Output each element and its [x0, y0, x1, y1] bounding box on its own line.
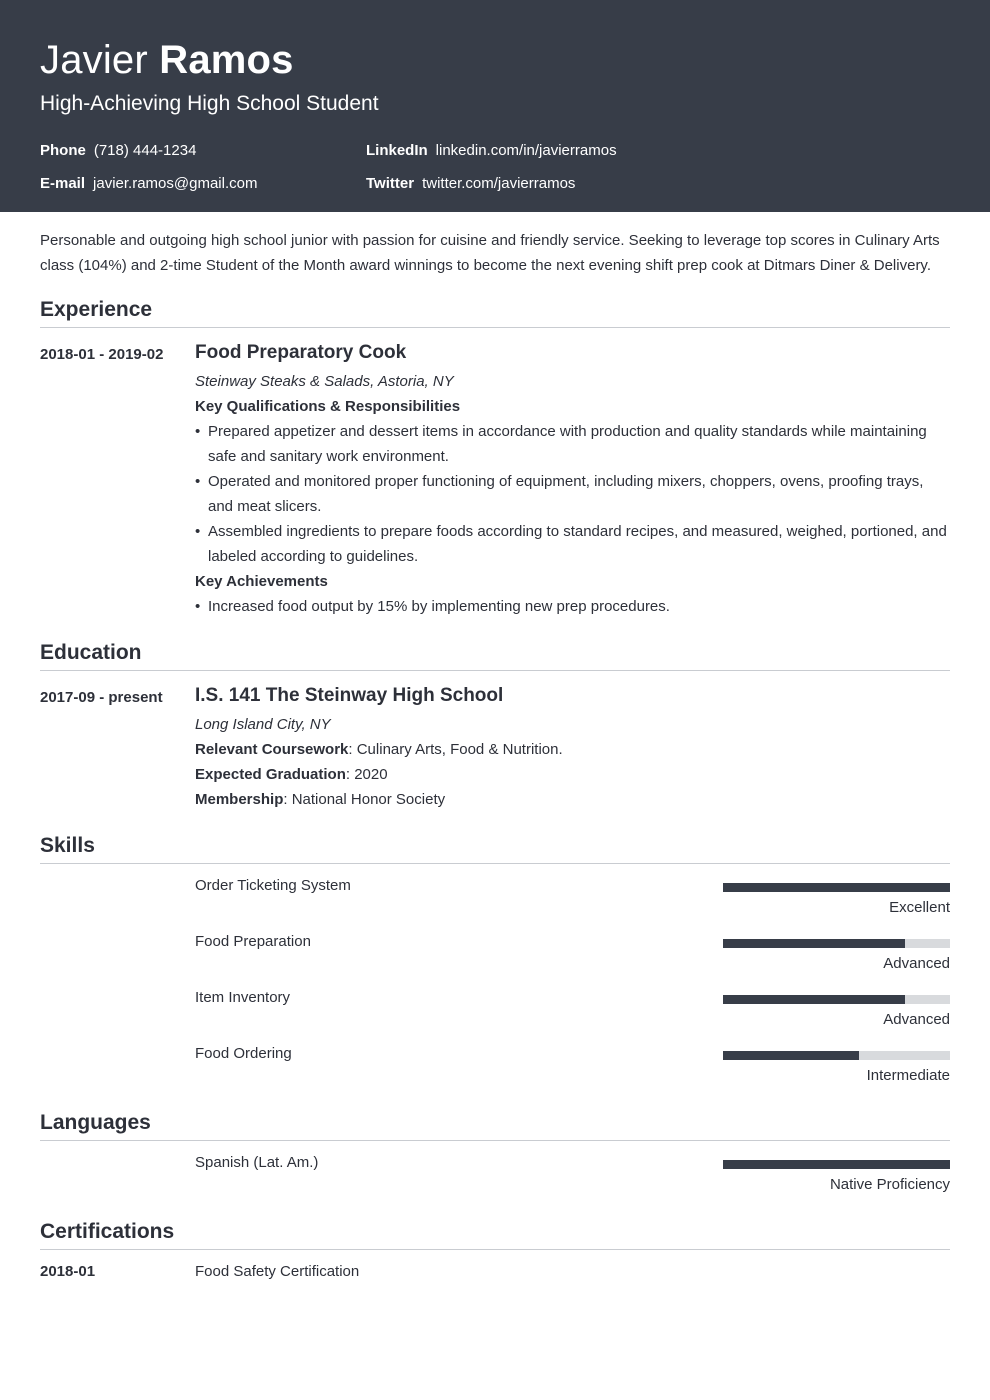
resume-header	[0, 0, 990, 212]
job-title: Food Preparatory Cook	[195, 342, 407, 363]
education-entry	[195, 683, 950, 812]
skill-level-label: Advanced	[883, 955, 950, 972]
experience-entry	[195, 340, 950, 619]
detail-label: Membership	[195, 791, 284, 808]
contact-twitter	[366, 173, 575, 195]
education-detail	[195, 737, 950, 762]
skill-level-label: Intermediate	[866, 1067, 950, 1084]
contact-value: linkedin.com/in/javierramos	[435, 142, 617, 159]
responsibilities-list	[195, 419, 950, 569]
education-date: 2017-09 - present	[40, 689, 163, 706]
contact-email	[40, 173, 257, 195]
education-detail	[195, 762, 950, 787]
skill-name: Food Ordering	[195, 1045, 292, 1062]
skill-level-label: Excellent	[889, 899, 950, 916]
certification-name: Food Safety Certification	[195, 1263, 360, 1280]
qualifications-heading: Key Qualifications & Responsibilities	[195, 398, 461, 415]
skill-level-label: Advanced	[883, 1011, 950, 1028]
section-title-skills: Skills	[40, 833, 950, 864]
headline: High-Achieving High School Student	[40, 92, 379, 115]
language-row	[195, 1152, 950, 1202]
skill-name: Item Inventory	[195, 989, 291, 1006]
contact-label: Phone	[40, 142, 86, 159]
certification-date: 2018-01	[40, 1263, 96, 1280]
contact-phone	[40, 140, 196, 162]
section-title-experience: Experience	[40, 297, 950, 328]
skill-row	[195, 931, 950, 981]
detail-value: : National Honor Society	[283, 791, 446, 808]
skill-level-bar	[723, 883, 950, 892]
summary-text: Personable and outgoing high school junior with passion for cuisine and friendly service. Seeking to leverage top scores in Culinary Arts class (104%) and 2-time Student of the Month award winnings to become the next evening shift prep cook at Ditmars Diner & Delivery.	[40, 232, 940, 274]
skill-name: Order Ticketing System	[195, 877, 351, 894]
contact-label: LinkedIn	[366, 142, 428, 159]
skill-level-fill	[723, 1051, 859, 1060]
achievements-list	[195, 594, 950, 619]
list-item: • Prepared appetizer and dessert items in accordance with production and quality standards while maintaining safe and sanitary work environment.	[195, 419, 950, 469]
achievements-heading: Key Achievements	[195, 573, 328, 590]
school-name: I.S. 141 The Steinway High School	[195, 685, 504, 706]
company-location: Steinway Steaks & Salads, Astoria, NY	[195, 373, 454, 390]
skill-name: Food Preparation	[195, 933, 311, 950]
skill-level-fill	[723, 995, 905, 1004]
detail-label: Relevant Coursework	[195, 741, 349, 758]
contact-label: Twitter	[366, 175, 415, 192]
skill-level-bar	[723, 1051, 950, 1060]
list-item: • Increased food output by 15% by implementing new prep procedures.	[195, 594, 950, 619]
experience-date: 2018-01 - 2019-02	[40, 346, 164, 363]
candidate-name	[40, 36, 950, 84]
skill-level-fill	[723, 939, 905, 948]
skill-row	[195, 1043, 950, 1093]
contact-value: (718) 444-1234	[93, 142, 197, 159]
skill-level-fill	[723, 883, 950, 892]
detail-label: Expected Graduation	[195, 766, 346, 783]
language-level-bar	[723, 1160, 950, 1169]
contact-value: twitter.com/javierramos	[422, 175, 576, 192]
detail-value: : Culinary Arts, Food & Nutrition.	[348, 741, 563, 758]
school-location: Long Island City, NY	[195, 716, 331, 733]
contact-label: E-mail	[40, 175, 86, 192]
section-title-languages: Languages	[40, 1110, 950, 1141]
list-item: • Assembled ingredients to prepare foods according to standard recipes, and measured, weighed, portioned, and labeled according to guidelines.	[195, 519, 950, 569]
section-title-education: Education	[40, 640, 950, 671]
last-name: Ramos	[159, 38, 294, 82]
language-name: Spanish (Lat. Am.)	[195, 1154, 319, 1171]
first-name: Javier	[40, 38, 148, 82]
skill-level-bar	[723, 995, 950, 1004]
language-level-label: Native Proficiency	[829, 1176, 950, 1193]
contact-linkedin	[366, 140, 617, 162]
detail-value: : 2020	[345, 766, 388, 783]
skill-level-bar	[723, 939, 950, 948]
education-detail	[195, 787, 950, 812]
contact-value: javier.ramos@gmail.com	[93, 175, 258, 192]
section-title-certifications: Certifications	[40, 1219, 950, 1250]
language-level-fill	[723, 1160, 950, 1169]
skill-row	[195, 875, 950, 925]
list-item: • Operated and monitored proper functioning of equipment, including mixers, choppers, ovens, proofing trays, and meat slicers.	[195, 469, 950, 519]
skill-row	[195, 987, 950, 1037]
